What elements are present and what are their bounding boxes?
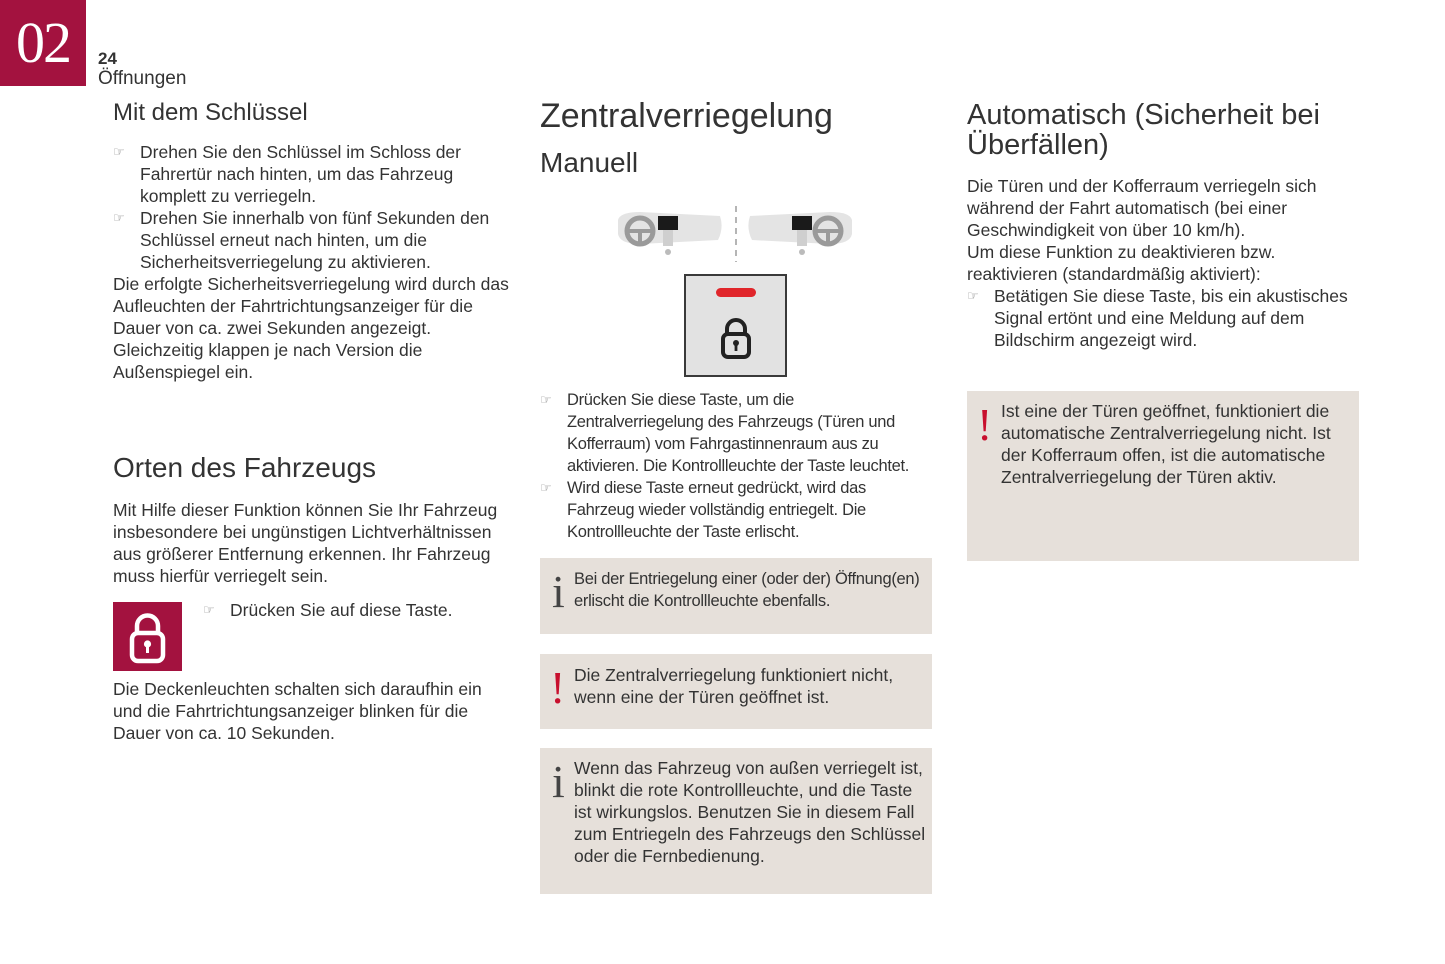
- page-number: 24: [98, 49, 117, 68]
- lock-button-icon: [686, 276, 785, 375]
- padlock-icon: [113, 602, 182, 671]
- info-note-unlock: [540, 558, 932, 634]
- automatic-text: [967, 175, 1359, 351]
- key-paragraph: Die erfolgte Sicherheitsverriegelung wird durch das Aufleuchten der Fahrtrichtungsanzeiger für die Dauer von ca. zwei Sekunden angezeigt. Gleichzeitig klappen je nach Version die Außenspiegel ein.: [113, 274, 509, 382]
- heading-central-locking: Zentralverriegelung: [540, 97, 833, 135]
- pointing-hand-icon: ☞: [540, 392, 552, 407]
- pointing-hand-icon: ☞: [113, 210, 125, 225]
- heading-automatic: Automatisch (Sicherheit bei Überfällen): [967, 99, 1320, 161]
- locate-paragraph: Mit Hilfe dieser Funktion können Sie Ihr Fahrzeug insbesondere bei ungünstigen Lichtverhältnissen aus größerer Entfernung erkennen. Ihr Fahrzeug muss hierfür verriegelt sein.: [113, 500, 498, 586]
- list-item: ☞ Drehen Sie den Schlüssel im Schloss der Fahrertür nach hinten, um das Fahrzeug komplett zu verriegeln.: [113, 142, 461, 206]
- section-title: Öffnungen: [98, 68, 187, 89]
- info-note-text: Bei der Entriegelung einer (oder der) Öffnung(en) erlischt die Kontrollleuchte ebenfalls.: [574, 570, 920, 610]
- dashboard-illustration: [610, 200, 860, 270]
- warning-note-text: Ist eine der Türen geöffnet, funktioniert die automatische Zentralverriegelung nicht. Ist der Kofferraum offen, ist die automatische Zentralverriegelung der Türen aktiv.: [1001, 401, 1331, 487]
- locate-bullet: ☞ Drücken Sie auf diese Taste.: [203, 600, 453, 620]
- warning-icon: !: [977, 399, 993, 450]
- heading-locate: Orten des Fahrzeugs: [113, 452, 377, 483]
- pointing-hand-icon: ☞: [540, 480, 552, 495]
- pointing-hand-icon: ☞: [967, 288, 979, 303]
- pointing-hand-icon: ☞: [203, 602, 215, 617]
- list-item: ☞ Wird diese Taste erneut gedrückt, wird das Fahrzeug wieder vollständig entriegelt. Die Kontrollleuchte der Taste erlischt.: [540, 479, 866, 541]
- list-item: ☞ Drücken Sie diese Taste, um die Zentralverriegelung des Fahrzeugs (Türen und Kofferraum) vom Fahrgastinnenraum aus zu aktivieren. Die Kontrollleuchte der Taste leuchtet.: [540, 391, 910, 475]
- warning-note-text: Die Zentralverriegelung funktioniert nicht, wenn eine der Türen geöffnet ist.: [574, 665, 894, 707]
- chapter-number-box: 02: [0, 0, 86, 86]
- warning-icon: !: [550, 662, 566, 713]
- automatic-paragraph-2: Um diese Funktion zu deaktivieren bzw. reaktivieren (standardmäßig aktiviert):: [967, 242, 1276, 284]
- heading-key: Mit dem Schlüssel: [113, 99, 308, 126]
- info-note-text: Wenn das Fahrzeug von außen verriegelt ist, blinkt die rote Kontrollleuchte, und die Taste ist wirkungslos. Benutzen Sie in diesem Fall zum Entriegeln des Fahrzeugs den Schlüssel oder die Fernbedienung.: [574, 758, 926, 866]
- info-icon: i: [552, 756, 565, 807]
- locate-lock-button: [113, 602, 182, 671]
- manual-instructions: [540, 389, 930, 543]
- subheading-manual: Manuell: [540, 147, 639, 178]
- warning-note-doors: [540, 654, 932, 729]
- pointing-hand-icon: ☞: [113, 144, 125, 159]
- central-lock-button: [684, 274, 787, 377]
- key-instructions: [113, 141, 513, 383]
- warning-note-automatic: [967, 391, 1359, 561]
- automatic-paragraph-1: Die Türen und der Kofferraum verriegeln sich während der Fahrt automatisch (bei einer Geschwindigkeit von über 10 km/h).: [967, 176, 1317, 240]
- locate-after-paragraph: Die Deckenleuchten schalten sich daraufhin ein und die Fahrtrichtungsanzeiger blinken für die Dauer von ca. 10 Sekunden.: [113, 679, 482, 743]
- indicator-light: [716, 288, 756, 297]
- info-note-locked-outside: [540, 748, 932, 894]
- info-icon: i: [552, 566, 565, 617]
- list-item: ☞ Drehen Sie innerhalb von fünf Sekunden den Schlüssel erneut nach hinten, um die Sicherheitsverriegelung zu aktivieren.: [113, 208, 490, 272]
- list-item: ☞ Betätigen Sie diese Taste, bis ein akustisches Signal ertönt und eine Meldung auf dem Bildschirm angezeigt wird.: [967, 286, 1348, 350]
